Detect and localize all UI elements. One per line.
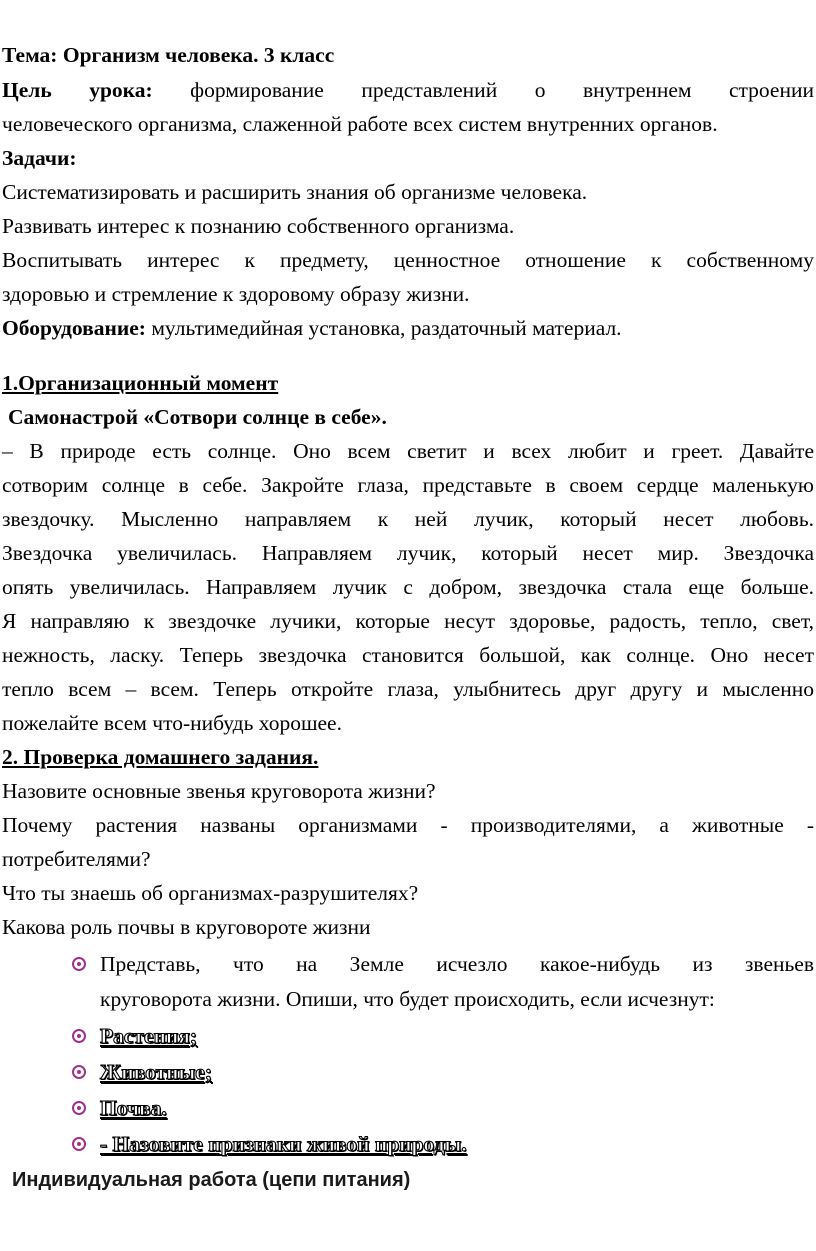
bullet-text-line-1: Представь, что на Земле исчезло какое-нибудь из звеньев — [100, 952, 814, 976]
section1-subtitle: Самонастрой «Сотвори солнце в себе». — [8, 405, 387, 429]
question-line: Почему растения названы организмами - производителями, а животные - — [2, 813, 814, 837]
section1-line: тепло всем – всем. Теперь откройте глаза, улыбнитесь друг другу и мысленно — [2, 677, 814, 701]
bullet-icon — [72, 1101, 86, 1115]
bullet-icon — [72, 1029, 86, 1043]
tasks-label: Задачи: — [2, 146, 77, 170]
bullet-icon — [72, 1065, 86, 1079]
question-line: Назовите основные звенья круговорота жизни? — [2, 779, 436, 803]
section1-line: нежность, ласку. Теперь звездочка становится большой, как солнце. Оно несет — [2, 643, 814, 667]
bullet-item-plants — [100, 1019, 814, 1053]
goal-label: Цель урока: — [2, 78, 153, 102]
bullet-icon — [72, 1137, 86, 1151]
bullet-item-label: Почва. — [100, 1096, 167, 1120]
goal-line-2: человеческого организма, слаженной работе всех систем внутренних органов. — [2, 112, 718, 136]
bullet-icon — [72, 957, 86, 971]
question-line: Какова роль почвы в круговороте жизни — [2, 915, 371, 939]
section1-line: Я направляю к звездочке лучики, которые несут здоровье, радость, тепло, свет, — [2, 609, 814, 633]
section1-line: звездочку. Мысленно направляем к ней лучик, который несет любовь. — [2, 507, 814, 531]
bullet-text-line-2: круговорота жизни. Опиши, что будет происходить, если исчезнут: — [100, 987, 715, 1011]
question-line: Что ты знаешь об организмах-разрушителях? — [2, 881, 419, 905]
goal-text-1: формирование представлений о внутреннем строении — [190, 78, 814, 102]
bullet-item-soil — [100, 1091, 814, 1125]
topic-value: Организм человека. 3 класс — [62, 43, 335, 67]
section1-line: пожелайте всем что-нибудь хорошее. — [2, 711, 342, 735]
bullet-item-signs — [100, 1127, 814, 1161]
equipment-line — [2, 311, 814, 345]
task-item: здоровью и стремление к здоровому образу жизни. — [2, 282, 470, 306]
question-line: потребителями? — [2, 847, 151, 871]
goal-line-1 — [2, 73, 814, 107]
task-item: Воспитывать интерес к предмету, ценностное отношение к собственному — [2, 248, 814, 272]
individual-work-title: Индивидуальная работа (цепи питания) — [12, 1169, 411, 1191]
task-item: Развивать интерес к познанию собственного организма. — [2, 214, 515, 238]
bullet-item-label: Животные; — [100, 1060, 213, 1084]
topic-line — [2, 38, 814, 72]
section2-title: 2. Проверка домашнего задания. — [2, 745, 319, 769]
section1-line: сотворим солнце в себе. Закройте глаза, представьте в своем сердце маленькую — [2, 473, 814, 497]
equipment-value: мультимедийная установка, раздаточный материал. — [151, 316, 622, 340]
task-item: Систематизировать и расширить знания об организме человека. — [2, 180, 588, 204]
section1-line: опять увеличилась. Направляем лучик с добром, звездочка стала еще больше. — [2, 575, 814, 599]
section1-line: Звездочка увеличилась. Направляем лучик, который несет мир. Звездочка — [2, 541, 814, 565]
section1-line: – В природе есть солнце. Оно всем светит и всех любит и греет. Давайте — [2, 439, 814, 463]
bullet-item-label: - Назовите признаки живой природы. — [100, 1132, 467, 1156]
equipment-label: Оборудование: — [2, 316, 146, 340]
section1-title: 1.Организационный момент — [2, 371, 279, 395]
bullet-item-animals — [100, 1055, 814, 1089]
topic-label: Тема: — [2, 43, 58, 67]
bullet-item-label: Растения; — [100, 1024, 198, 1048]
